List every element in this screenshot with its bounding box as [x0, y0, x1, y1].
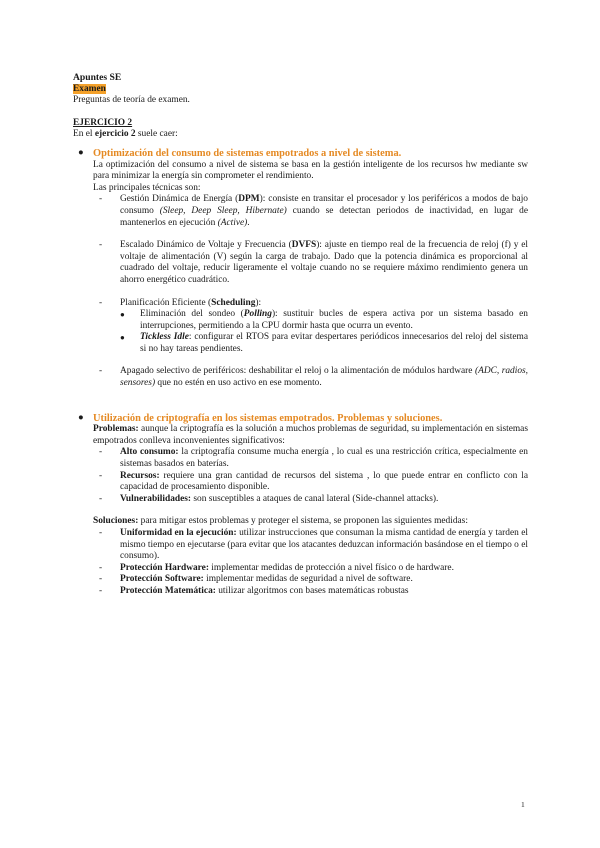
dash-icon: -	[99, 585, 103, 596]
section-1-paragraph: La optimización del consumo a nivel de sistema se basa en la gestión inteligente de los recursos hw mediante sw para minimizar la energía sin comprometer el rendimiento.	[93, 159, 528, 182]
scheduling-item: - Planificación Eficiente (Scheduling):	[99, 297, 262, 308]
dpm-item: - Gestión Dinámica de Energía (DPM): consiste en transitar el procesador y los periféricos a modos de bajo consumo (Sleep, Deep Sleep, Hibernate) cuando se detectan periodos de inactividad, en lugar de mantenerlos en ejecución (Active).	[99, 194, 529, 228]
uniformity-item: - Uniformidad en la ejecución: utilizar instrucciones que consuman la misma cantidad de energía y tarden el mismo tiempo en ejecutarse (para evitar que los atacantes deduzcan información basándose en el tiempo o el consumo).	[99, 528, 528, 562]
dash-icon: -	[99, 574, 103, 585]
math-protection-item: - Protección Matemática: utilizar algoritmos con bases matemáticas robustas	[99, 585, 409, 596]
dash-icon: -	[99, 493, 103, 504]
resources-item: - Recursos: requiere una gran cantidad de recursos del sistema , lo que puede entrar en conflicto con la capacidad de procesamiento disponible.	[99, 470, 528, 493]
bullet-icon: ●	[78, 147, 84, 158]
hardware-protection-item: - Protección Hardware: implementar medidas de protección a nivel físico o de hardware.	[99, 562, 454, 573]
dash-icon: -	[99, 528, 103, 538]
solutions-paragraph: Soluciones: para mitigar estos problemas y proteger el sistema, se proponen las siguientes medidas:	[93, 516, 468, 527]
header-description: Preguntas de teoría de examen.	[73, 95, 190, 106]
document-page	[73, 72, 528, 598]
dash-icon: -	[99, 447, 103, 458]
software-protection-item: - Protección Software: implementar medidas de seguridad a nivel de software.	[99, 574, 413, 585]
bullet-icon: ●	[120, 310, 125, 320]
dash-icon: -	[99, 562, 103, 573]
bullet-icon: ●	[78, 412, 84, 423]
dash-icon: -	[99, 366, 103, 377]
bullet-icon: ●	[120, 333, 125, 343]
exercise-title: EJERCICIO 2	[73, 117, 133, 128]
dash-icon: -	[99, 470, 103, 481]
polling-item: ● Eliminación del sondeo (Polling): sustituir bucles de espera activa por un sistema basado en interrupciones, permitiendo a la CPU dormir hasta que ocurra un evento.	[120, 309, 528, 331]
dash-icon: -	[99, 194, 103, 205]
peripherals-item: - Apagado selectivo de periféricos: deshabilitar el reloj o la alimentación de módulos hardware (ADC, radios, sensores) que no estén en uso activo en ese momento.	[99, 366, 529, 389]
dash-icon: -	[99, 297, 103, 308]
section-1-techniques-intro: Las principales técnicas son:	[93, 182, 201, 193]
exercise-intro: En el ejercicio 2 suele caer:	[73, 129, 178, 140]
exam-label: Examen	[73, 83, 106, 94]
section-2-title: Utilización de criptografía en los sistemas empotrados. Problemas y soluciones.	[93, 412, 443, 424]
tickless-item: ● Tickless Idle: configurar el RTOS para evitar despertares periódicos innecesarios del reloj del sistema si no hay tareas pendientes.	[120, 332, 529, 354]
section-1-title: Optimización del consumo de sistemas empotrados a nivel de sistema.	[93, 147, 402, 159]
high-consumption-item: - Alto consumo: la criptografía consume mucha energía , lo cual es una restricción crítica, especialmente en sistemas basados en baterías.	[99, 447, 528, 470]
dash-icon: -	[99, 240, 103, 251]
section-2	[73, 413, 528, 448]
page-number: 1	[521, 800, 525, 809]
vulnerabilities-item: - Vulnerabilidades: son susceptibles a ataques de canal lateral (Side-channel attacks).	[99, 493, 439, 504]
problems-paragraph: Problemas: aunque la criptografía es la solución a muchos problemas de seguridad, su implementación en sistemas empotrados conlleva inconvenientes significativos:	[93, 424, 528, 446]
document-header	[73, 72, 528, 107]
notes-title: Apuntes SE	[73, 72, 122, 83]
section-1	[73, 148, 528, 194]
dvfs-item: - Escalado Dinámico de Voltaje y Frecuencia (DVFS): ajuste en tiempo real de la frecuencia de reloj (f) y el voltaje de alimentación (V) según la carga de trabajo. Dado que la potencia dinámica es proporcional al cuadrado del voltaje, reducir ligeramente el voltaje cuando no se requiere máximo rendimiento genera un ahorro energético cuadrático.	[99, 240, 528, 285]
